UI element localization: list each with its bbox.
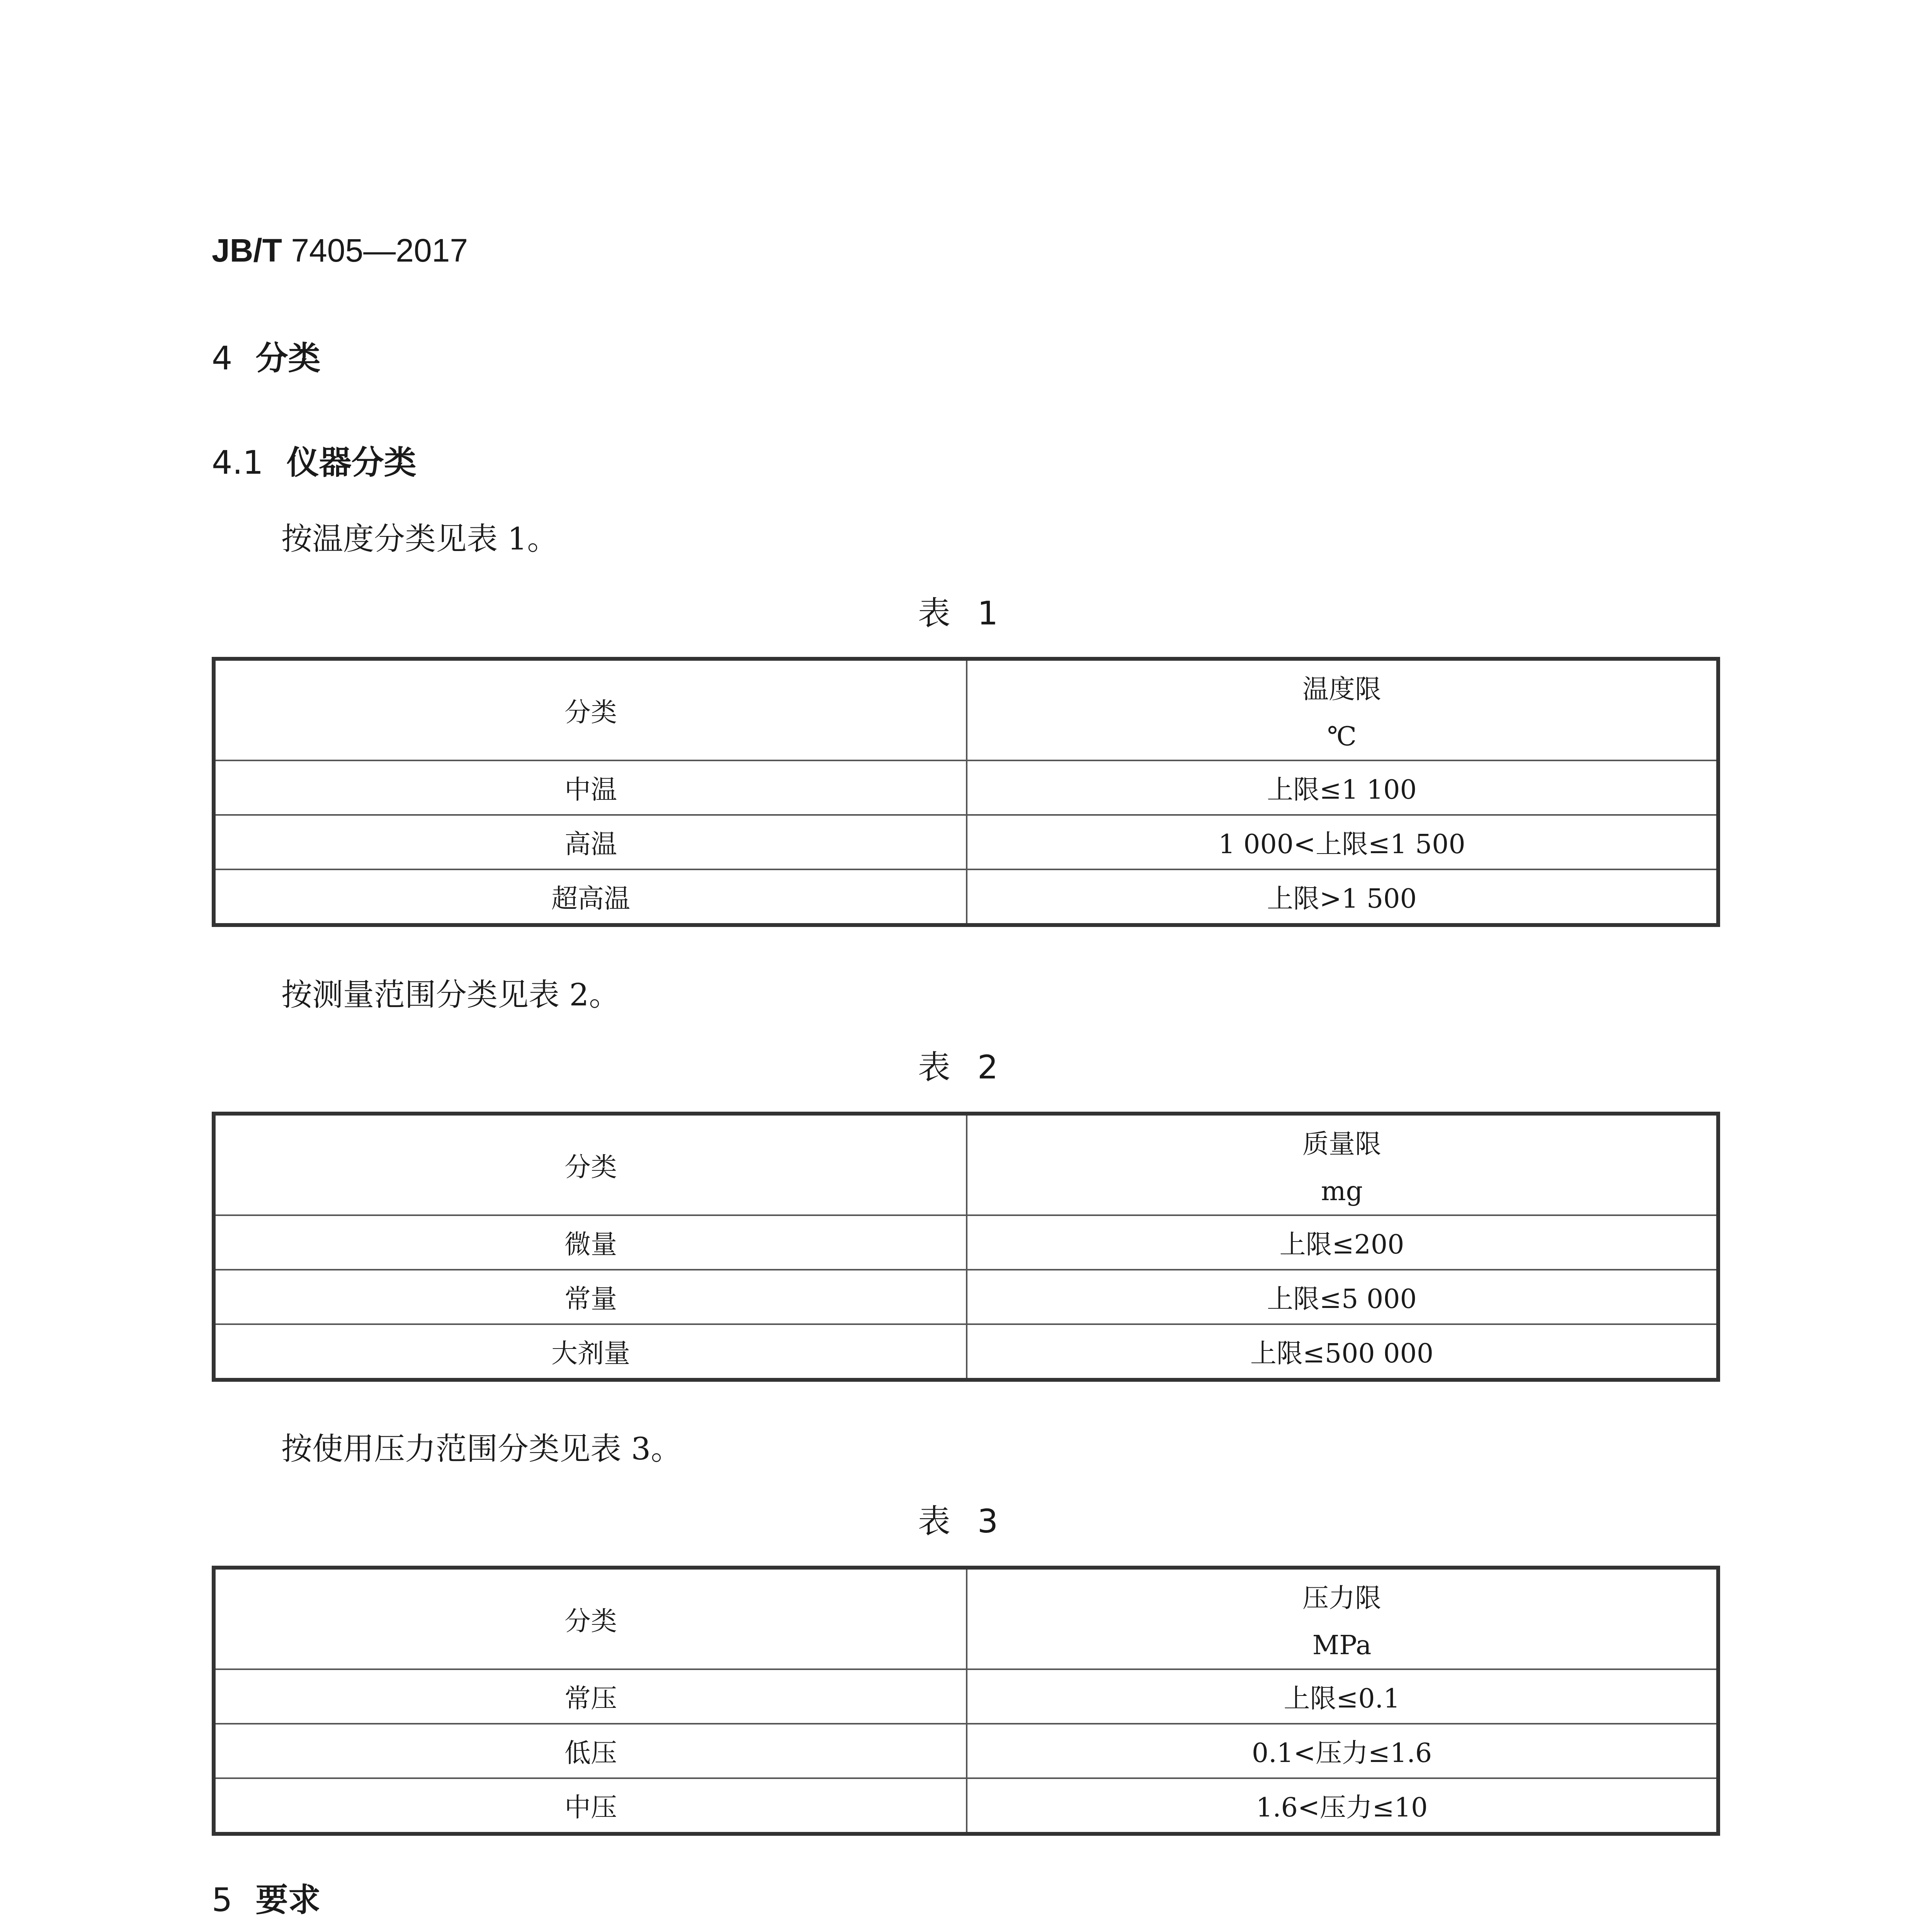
standard-prefix: JB/T xyxy=(212,232,282,269)
header-label: 质量限 xyxy=(1302,1129,1381,1160)
table-1-caption xyxy=(0,587,1916,634)
header-label: 温度限 xyxy=(1302,674,1381,705)
header-cell: 分类 xyxy=(214,1568,967,1669)
table-row xyxy=(214,1215,1718,1270)
table-row xyxy=(214,760,1718,815)
table-cell: 0.1<压力≤1.6 xyxy=(967,1724,1718,1778)
header-cell xyxy=(967,1114,1718,1215)
table-cell: 上限≤0.1 xyxy=(967,1669,1718,1724)
section-4-heading xyxy=(212,332,320,379)
header-label: 压力限 xyxy=(1302,1583,1381,1614)
section-4-1-heading xyxy=(212,437,417,483)
table-cell: 1 000<上限≤1 500 xyxy=(967,815,1718,869)
table-cell: 上限≤200 xyxy=(967,1215,1718,1270)
header-unit: ℃ xyxy=(1327,721,1357,752)
table-row xyxy=(214,1669,1718,1724)
table-cell: 中温 xyxy=(214,760,967,815)
table-row xyxy=(214,1778,1718,1834)
table-cell: 超高温 xyxy=(214,869,967,925)
section-title: 仪器分类 xyxy=(286,444,417,481)
table-cell: 上限≤500 000 xyxy=(967,1324,1718,1380)
table-cell: 常量 xyxy=(214,1270,967,1324)
standard-code: 7405—2017 xyxy=(291,232,468,269)
section-title: 分类 xyxy=(255,339,321,377)
table-cell: 微量 xyxy=(214,1215,967,1270)
table-3 xyxy=(212,1566,1720,1836)
table-row xyxy=(214,869,1718,925)
table-cell: 低压 xyxy=(214,1724,967,1778)
header-cell xyxy=(967,1568,1718,1669)
caption-label: 表 xyxy=(918,594,950,632)
table-2-intro: 按测量范围分类见表 2。 xyxy=(281,977,620,1013)
header-cell: 分类 xyxy=(214,1114,967,1215)
table-3-intro: 按使用压力范围分类见表 3。 xyxy=(281,1431,682,1467)
table-cell: 常压 xyxy=(214,1669,967,1724)
table-row xyxy=(214,815,1718,869)
table-2-caption xyxy=(0,1041,1916,1088)
table-row xyxy=(214,1324,1718,1380)
table-cell: 高温 xyxy=(214,815,967,869)
header-unit: mg xyxy=(1321,1176,1363,1207)
table-row xyxy=(214,1724,1718,1778)
table-cell: 大剂量 xyxy=(214,1324,967,1380)
table-cell: 上限≤5 000 xyxy=(967,1270,1718,1324)
section-5-heading xyxy=(212,1874,320,1921)
table-cell: 1.6<压力≤10 xyxy=(967,1778,1718,1834)
table-1-intro: 按温度分类见表 1。 xyxy=(281,521,558,557)
section-number: 4 xyxy=(212,339,233,377)
section-title: 要求 xyxy=(255,1881,321,1919)
table-header-row xyxy=(214,659,1718,760)
table-row xyxy=(214,1270,1718,1324)
table-3-caption xyxy=(0,1495,1916,1542)
section-number: 5 xyxy=(212,1881,233,1919)
header-unit: MPa xyxy=(1312,1630,1372,1661)
caption-number: 3 xyxy=(977,1502,998,1540)
table-1 xyxy=(212,657,1720,927)
caption-label: 表 xyxy=(918,1502,950,1540)
table-header-row xyxy=(214,1114,1718,1215)
header-cell: 分类 xyxy=(214,659,967,760)
caption-number: 1 xyxy=(977,594,998,632)
caption-number: 2 xyxy=(977,1048,998,1086)
table-cell: 中压 xyxy=(214,1778,967,1834)
standard-number xyxy=(212,232,468,269)
table-2 xyxy=(212,1112,1720,1382)
table-cell: 上限>1 500 xyxy=(967,869,1718,925)
table-cell: 上限≤1 100 xyxy=(967,760,1718,815)
header-cell xyxy=(967,659,1718,760)
table-header-row xyxy=(214,1568,1718,1669)
section-number: 4.1 xyxy=(212,444,264,481)
caption-label: 表 xyxy=(918,1048,950,1086)
